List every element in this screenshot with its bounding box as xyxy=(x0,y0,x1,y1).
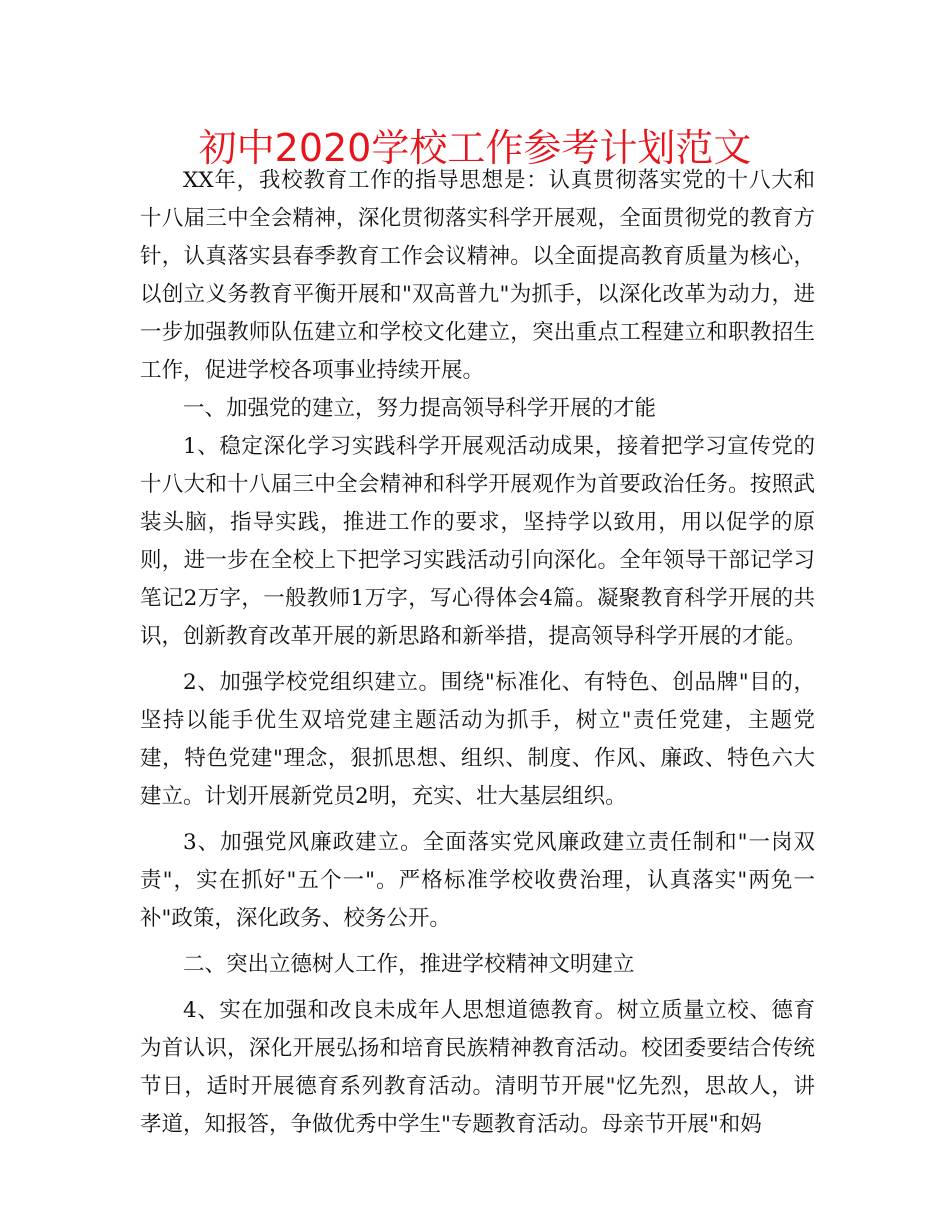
paragraph-item-3: 3、加强党风廉政建立。全面落实党风廉政建立责任制和"一岗双责"，实在抓好"五个一"。严格标准学校收费治理，认真落实"两免一补"政策，深化政务、校务公开。 xyxy=(140,830,815,931)
document-body xyxy=(140,162,815,1144)
paragraph-intro: XX年，我校教育工作的指导思想是：认真贯彻落实党的十八大和十八届三中全会精神，深化贯彻落实科学开展观，全面贯彻党的教育方针，认真落实县春季教育工作会议精神。以全面提高教育质量为核心，以创立义务教育平衡开展和"双高普九"为抓手，以深化改革为动力，进一步加强教师队伍建立和学校文化建立，突出重点工程建立和职教招生工作，促进学校各项事业持续开展。 xyxy=(140,168,815,383)
paragraph-item-1: 1、稳定深化学习实践科学开展观活动成果，接着把学习宣传党的十八大和十八届三中全会精神和科学开展观作为首要政治任务。按照武装头脑，指导实践，推进工作的要求，坚持学以致用，用以促学的原则，进一步在全校上下把学习实践活动引向深化。全年领导干部记学习笔记2万字，一般教师1万字，写心得体会4篇。凝聚教育科学开展的共识，创新教育改革开展的新思路和新举措，提高领导科学开展的才能。 xyxy=(140,434,815,649)
document-title: 初中2020学校工作参考计划范文 xyxy=(198,126,752,170)
section-heading-1: 一、加强党的建立，努力提高领导科学开展的才能 xyxy=(183,396,657,421)
section-heading-2: 二、突出立德树人工作，推进学校精神文明建立 xyxy=(183,952,635,977)
paragraph-item-4: 4、实在加强和改良未成年人思想道德教育。树立质量立校、德育为首认识，深化开展弘扬和培育民族精神教育活动。校团委要结合传统节日，适时开展德育系列教育活动。清明节开展"忆先烈，思故人，讲孝道，知报答，争做优秀中学生"专题教育活动。母亲节开展"和妈 xyxy=(140,998,815,1137)
paragraph-item-2: 2、加强学校党组织建立。围绕"标准化、有特色、创品牌"目的，坚持以能手优生双培党建主题活动为抓手，树立"责任党建，主题党建，特色党建"理念，狠抓思想、组织、制度、作风、廉政、特色六大建立。计划开展新党员2明，充实、壮大基层组织。 xyxy=(140,670,815,809)
